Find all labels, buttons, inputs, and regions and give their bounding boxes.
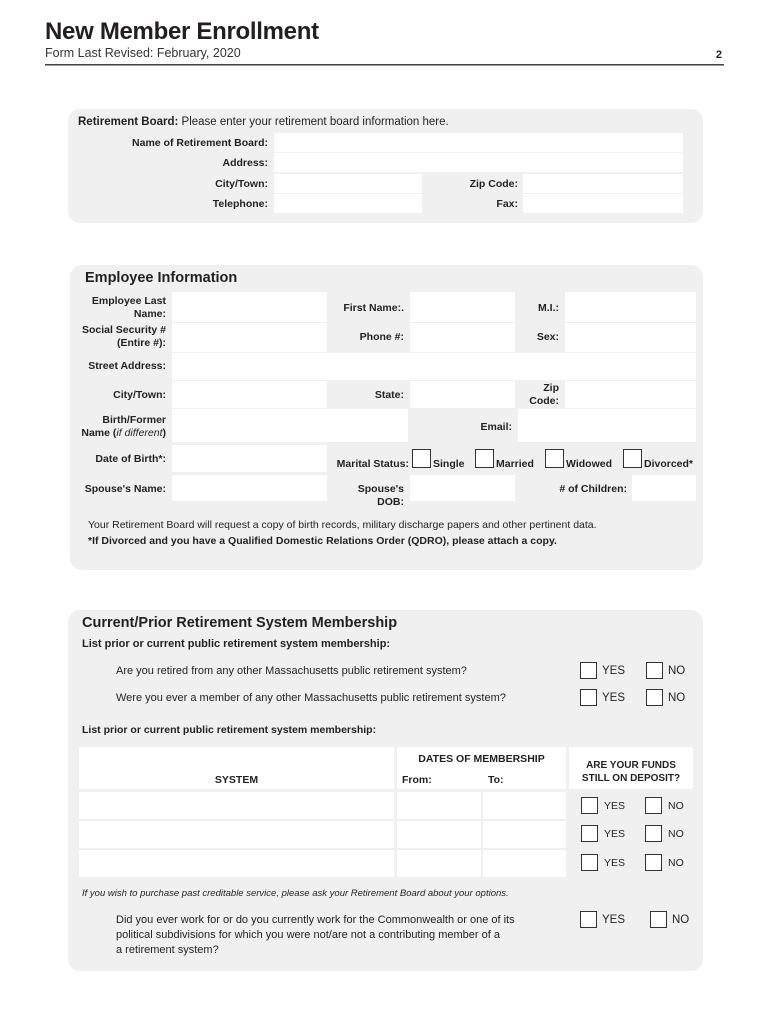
sex-label: Sex: (536, 331, 559, 343)
city-label: City/Town: (113, 389, 166, 401)
funds-no-label: NO (668, 857, 684, 869)
funds-column-header: ARE YOUR FUNDS STILL ON DEPOSIT? (581, 760, 681, 784)
to-cell[interactable] (483, 821, 566, 848)
board-name-field[interactable] (274, 133, 683, 152)
from-cell[interactable] (397, 850, 481, 877)
q2-no-checkbox[interactable] (646, 689, 663, 706)
board-city-label: City/Town: (215, 178, 268, 190)
board-address-field[interactable] (274, 153, 683, 172)
email-field[interactable] (518, 409, 696, 442)
sex-field[interactable] (565, 323, 696, 352)
spouse-name-label: Spouse's Name: (84, 483, 166, 495)
state-label: State: (374, 389, 404, 401)
funds-no-checkbox[interactable] (645, 825, 662, 842)
street-field[interactable] (172, 353, 696, 380)
zip-field[interactable] (565, 381, 696, 408)
page-title: New Member Enrollment (45, 18, 319, 45)
phone-field[interactable] (410, 323, 515, 352)
board-address-label: Address: (222, 157, 268, 169)
retirement-board-heading: Retirement Board: Please enter your retirement board information here. (78, 116, 449, 128)
q2-yes-checkbox[interactable] (580, 689, 597, 706)
board-fax-field[interactable] (523, 194, 683, 213)
ssn-field[interactable] (172, 323, 327, 352)
board-city-field[interactable] (274, 174, 422, 193)
funds-yes-checkbox[interactable] (581, 854, 598, 871)
qdro-note: *If Divorced and you have a Qualified Domestic Relations Order (QDRO), please attach a copy. (88, 535, 557, 547)
board-zip-label: Zip Code: (469, 178, 518, 190)
system-cell[interactable] (79, 850, 394, 877)
revision-date: Form Last Revised: February, 2020 (45, 46, 241, 60)
email-label: Email: (480, 421, 512, 433)
marital-status-label: Marital Status: (336, 458, 409, 470)
system-column-header: SYSTEM (214, 774, 259, 786)
widowed-checkbox[interactable] (545, 449, 564, 468)
to-cell[interactable] (483, 850, 566, 877)
first-name-field[interactable] (410, 292, 515, 322)
to-column-header: To: (488, 774, 504, 786)
spouse-dob-label: Spouse's DOB: (357, 483, 404, 508)
purchase-service-note: If you wish to purchase past creditable service, please ask your Retirement Board about your options. (82, 888, 509, 899)
system-cell[interactable] (79, 792, 394, 819)
mi-field[interactable] (565, 292, 696, 322)
funds-no-checkbox[interactable] (645, 797, 662, 814)
married-checkbox[interactable] (475, 449, 494, 468)
membership-subheading: List prior or current public retirement system membership: (82, 638, 391, 650)
q3-yes-checkbox[interactable] (580, 911, 597, 928)
first-name-label: First Name:. (343, 302, 404, 314)
system-cell[interactable] (79, 821, 394, 848)
street-label: Street Address: (88, 360, 166, 372)
widowed-label: Widowed (566, 458, 612, 470)
funds-yes-label: YES (604, 857, 626, 869)
records-note: Your Retirement Board will request a copy of birth records, military discharge papers and other pertinent data. (88, 519, 597, 531)
funds-yes-checkbox[interactable] (581, 797, 598, 814)
funds-no-label: NO (668, 800, 684, 812)
children-label: # of Children: (559, 483, 627, 495)
membership-heading: Current/Prior Retirement System Membership (82, 615, 398, 631)
funds-yes-label: YES (604, 828, 626, 840)
funds-no-label: NO (668, 828, 684, 840)
dob-label: Date of Birth*: (95, 453, 166, 465)
funds-yes-label: YES (604, 800, 626, 812)
city-field[interactable] (172, 381, 327, 408)
funds-no-checkbox[interactable] (645, 854, 662, 871)
single-checkbox[interactable] (412, 449, 431, 468)
q3-no-checkbox[interactable] (650, 911, 667, 928)
employee-info-heading: Employee Information (85, 270, 238, 286)
to-cell[interactable] (483, 792, 566, 819)
q1-no-label: NO (668, 665, 686, 677)
question-commonwealth: Did you ever work for or do you currently work for the Commonwealth or one of its political subdivisions for which you were not/are not a contributing member of a a retirement system? (116, 914, 515, 956)
last-name-label: Employee Last Name: (91, 295, 166, 320)
divorced-checkbox[interactable] (623, 449, 642, 468)
header-rule (45, 64, 724, 66)
last-name-field[interactable] (172, 292, 327, 322)
divorced-label: Divorced* (644, 458, 694, 470)
spouse-name-field[interactable] (172, 475, 327, 501)
ssn-label: Social Security # (Entire #): (81, 324, 166, 349)
birth-name-field[interactable] (172, 409, 408, 442)
funds-yes-checkbox[interactable] (581, 825, 598, 842)
q3-yes-label: YES (602, 914, 626, 926)
dob-field[interactable] (172, 445, 327, 472)
birth-name-label: Birth/Former Name (if different) (81, 414, 166, 439)
q2-no-label: NO (668, 692, 686, 704)
spouse-dob-field[interactable] (410, 475, 515, 501)
board-phone-field[interactable] (274, 194, 422, 213)
membership-list-label: List prior or current public retirement system membership: (82, 724, 377, 736)
married-label: Married (496, 458, 534, 470)
question-member: Were you ever a member of any other Massachusetts public retirement system? (116, 692, 506, 704)
q1-yes-label: YES (602, 665, 626, 677)
q2-yes-label: YES (602, 692, 626, 704)
dates-column-header: DATES OF MEMBERSHIP (418, 753, 545, 765)
phone-label: Phone #: (359, 331, 404, 343)
board-fax-label: Fax: (496, 198, 518, 210)
from-cell[interactable] (397, 821, 481, 848)
from-cell[interactable] (397, 792, 481, 819)
mi-label: M.I.: (538, 302, 559, 314)
board-phone-label: Telephone: (212, 198, 268, 210)
single-label: Single (433, 458, 465, 470)
q3-no-label: NO (672, 914, 690, 926)
q1-yes-checkbox[interactable] (580, 662, 597, 679)
q1-no-checkbox[interactable] (646, 662, 663, 679)
children-field[interactable] (632, 475, 696, 501)
from-column-header: From: (402, 774, 432, 786)
board-zip-field[interactable] (523, 174, 683, 193)
state-field[interactable] (410, 381, 515, 408)
board-name-label: Name of Retirement Board: (132, 137, 268, 149)
zip-label: Zip Code: (529, 382, 559, 407)
question-retired: Are you retired from any other Massachusetts public retirement system? (116, 665, 467, 677)
page-number: 2 (715, 49, 722, 61)
